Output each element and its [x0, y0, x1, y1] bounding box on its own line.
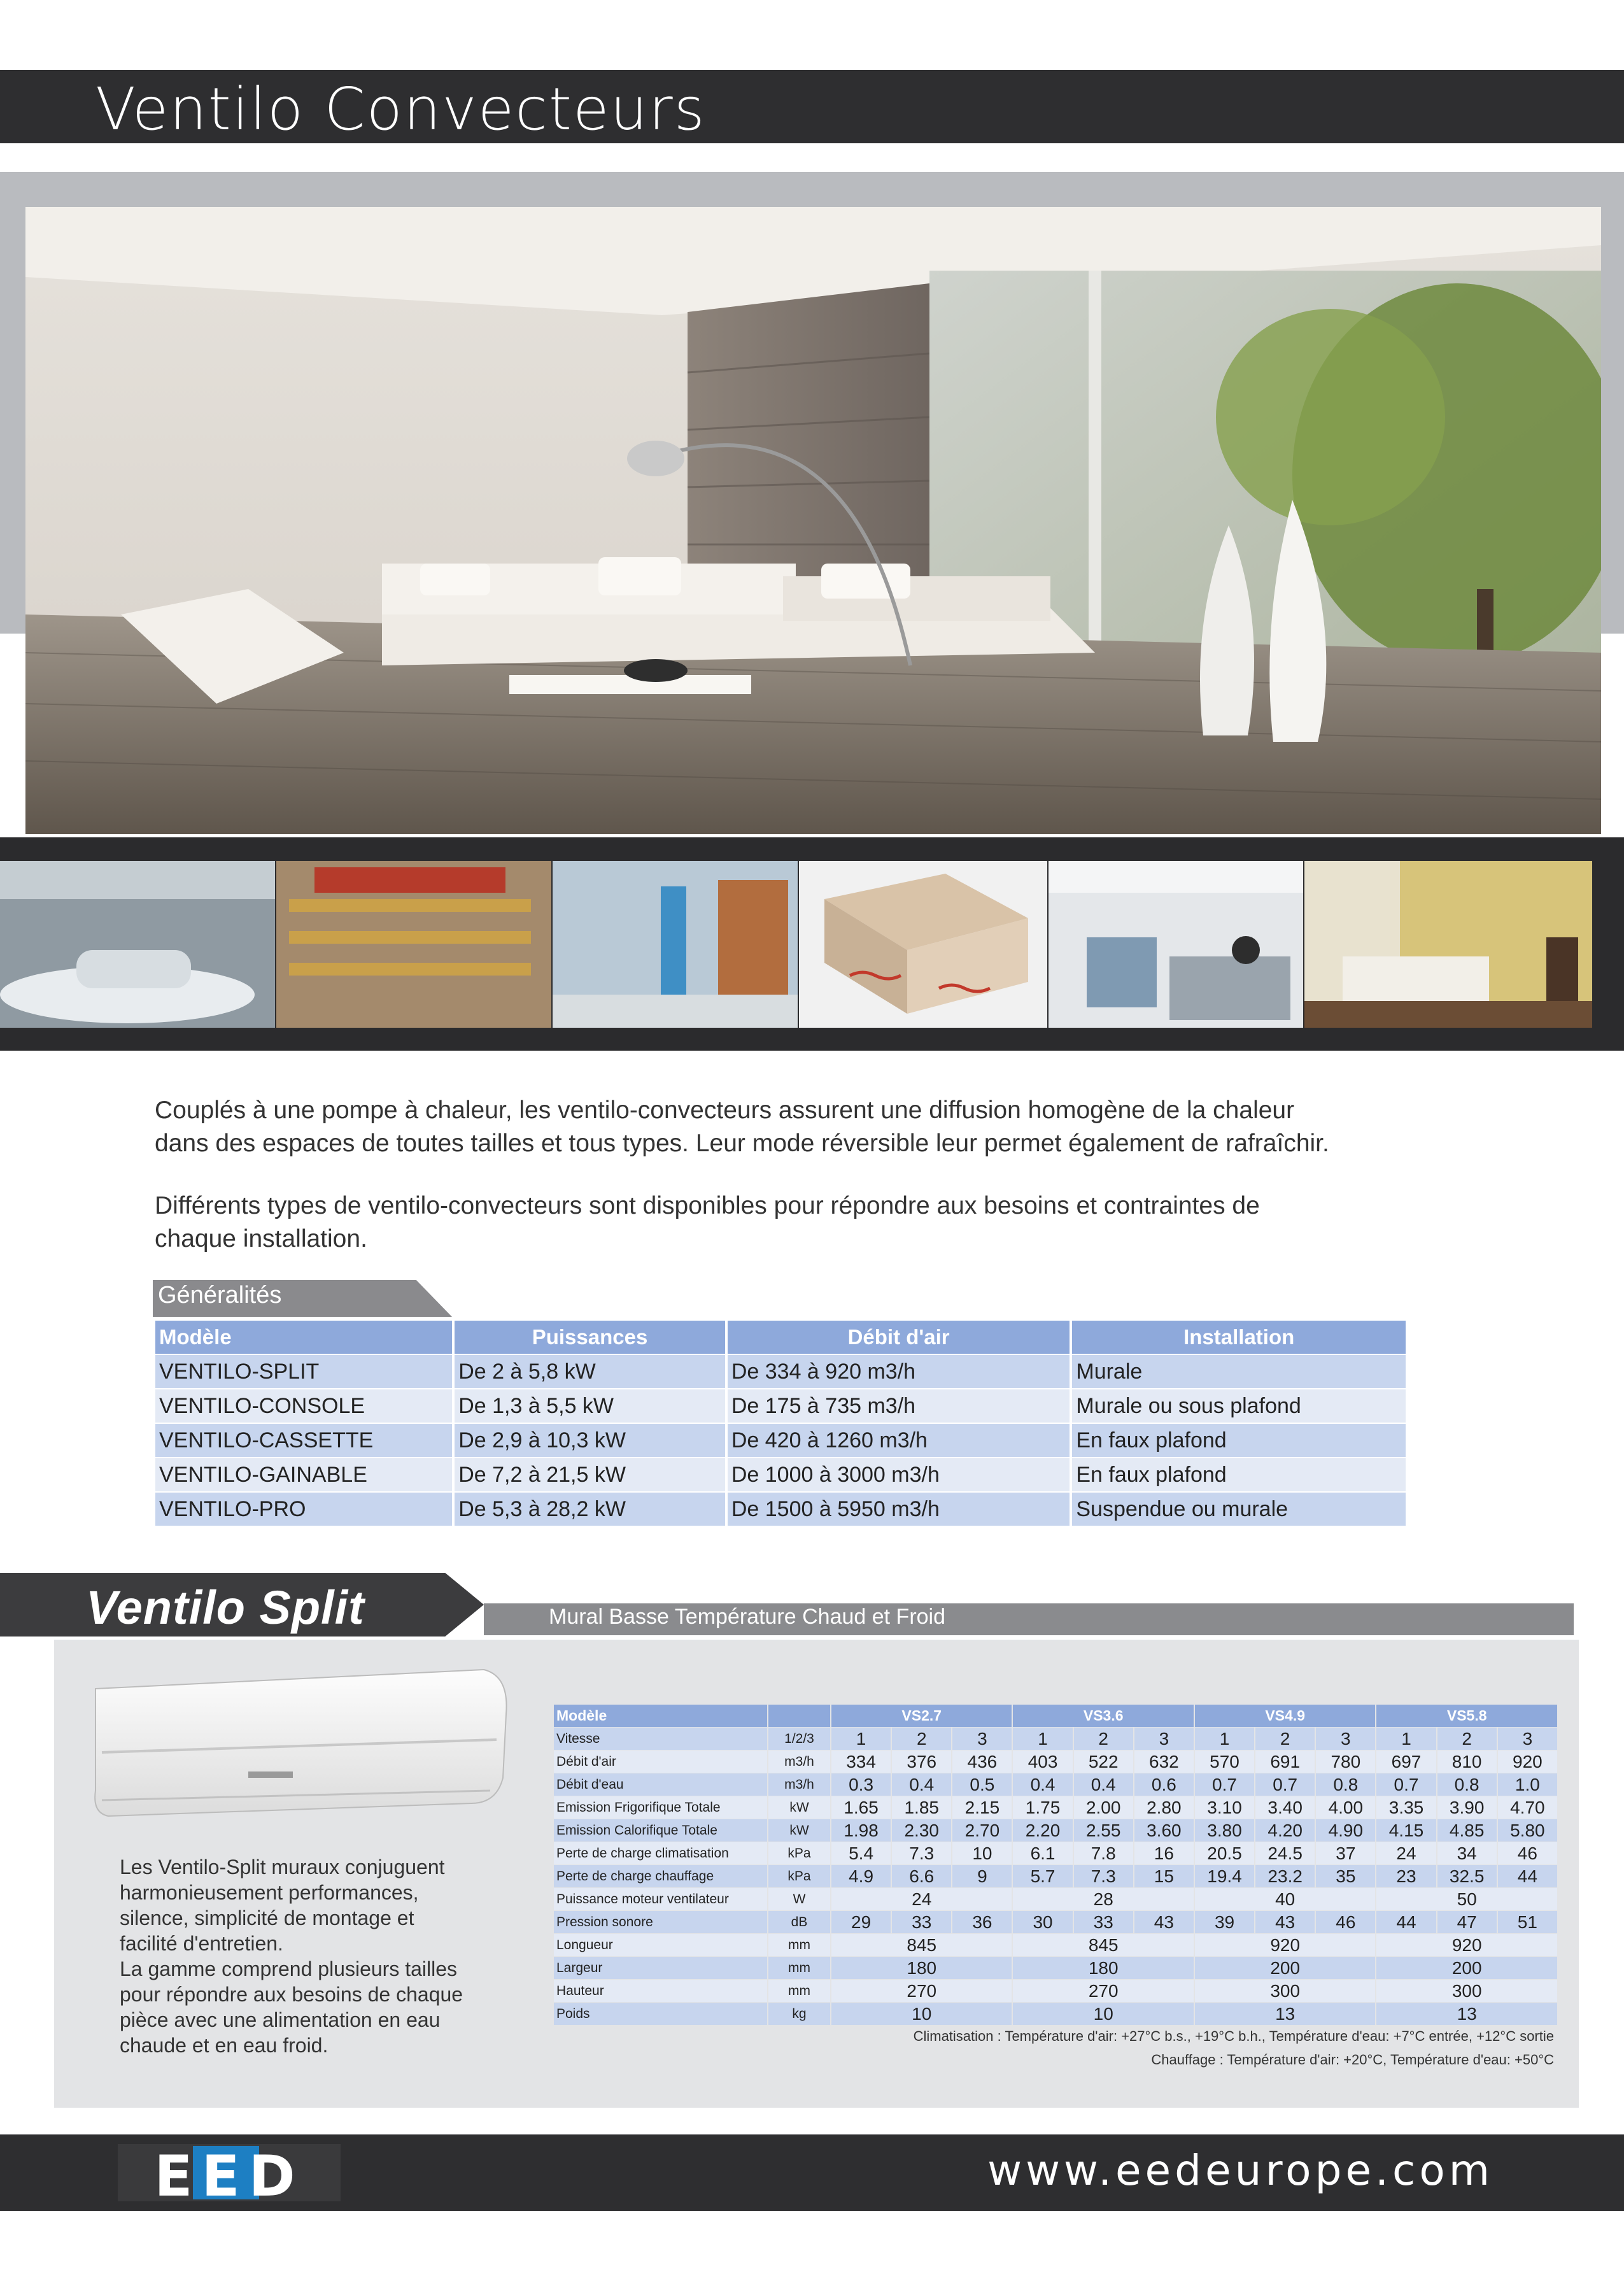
thumbnail-living-room-image: [1304, 861, 1592, 1028]
spec-row-unit: mm: [768, 1934, 830, 1956]
spec-value-cell: 5.7: [1013, 1865, 1072, 1887]
spec-row-unit: mm: [768, 1957, 830, 1979]
spec-value-cell: 4.20: [1255, 1819, 1315, 1842]
split-description-line: pièce avec une alimentation en eau: [120, 2008, 441, 2031]
spec-header-row: [554, 1705, 1557, 1727]
table-cell: Suspendue ou murale: [1072, 1493, 1406, 1526]
note-climatisation: Climatisation : Température d'air: +27°C b.s., +19°C b.h., Température d'eau: +7°C entrée, +12°C sortie: [913, 2028, 1554, 2044]
spec-value-cell: 3.40: [1255, 1796, 1315, 1819]
spec-value-cell: 6.6: [892, 1865, 951, 1887]
spec-value-cell: 3: [1134, 1728, 1194, 1750]
generalites-tab-label: Généralités: [158, 1282, 282, 1309]
spec-value-cell: 632: [1134, 1750, 1194, 1773]
split-spec-table: [553, 1704, 1558, 2026]
spec-value-cell: 376: [892, 1750, 951, 1773]
spec-value-cell: 920: [1195, 1934, 1375, 1956]
table-row: [554, 1819, 1557, 1842]
spec-value-cell: 1.65: [831, 1796, 891, 1819]
page-title: Ventilo Convecteurs: [95, 75, 706, 143]
spec-value-cell: 13: [1376, 2003, 1557, 2025]
table-cell: De 420 à 1260 m3/h: [728, 1424, 1070, 1457]
spec-table-body: [554, 1728, 1557, 2025]
spec-row-label: Perte de charge chauffage: [554, 1865, 767, 1887]
website-url: www.eedeurope.com: [987, 2146, 1493, 2195]
spec-value-cell: 3.10: [1195, 1796, 1254, 1819]
spec-row-unit: m3/h: [768, 1750, 830, 1773]
split-description-line: harmonieusement performances,: [120, 1881, 419, 1904]
table-cell: En faux plafond: [1072, 1458, 1406, 1491]
spec-value-cell: 691: [1255, 1750, 1315, 1773]
spec-row-label: Emission Frigorifique Totale: [554, 1796, 767, 1819]
spec-value-cell: 180: [831, 1957, 1012, 1979]
generalites-header-cell: Puissances: [455, 1321, 725, 1354]
spec-value-cell: 1: [831, 1728, 891, 1750]
split-description-line: silence, simplicité de montage et: [120, 1906, 414, 1929]
thumbnail-house-plan-image: [799, 861, 1047, 1028]
table-row: [554, 2003, 1557, 2025]
spec-value-cell: 47: [1437, 1911, 1497, 1933]
intro-paragraph-1: [155, 1094, 1492, 1160]
intro-paragraph-1-line-2: dans des espaces de toutes tailles et tous types. Leur mode réversible leur permet également de rafraîchir.: [155, 1130, 1329, 1157]
spec-value-cell: 0.7: [1255, 1773, 1315, 1796]
table-cell: Murale: [1072, 1355, 1406, 1388]
spec-value-cell: 845: [831, 1934, 1012, 1956]
spec-value-cell: 3: [1498, 1728, 1557, 1750]
spec-value-cell: 0.4: [1074, 1773, 1133, 1796]
spec-value-cell: 4.90: [1316, 1819, 1375, 1842]
spec-value-cell: 10: [952, 1842, 1012, 1864]
table-cell: VENTILO-SPLIT: [155, 1355, 452, 1388]
spec-value-cell: 44: [1498, 1865, 1557, 1887]
spec-value-cell: 2: [1437, 1728, 1497, 1750]
spec-value-cell: 29: [831, 1911, 891, 1933]
table-cell: VENTILO-GAINABLE: [155, 1458, 452, 1491]
table-row: [554, 1750, 1557, 1773]
table-row: [554, 1957, 1557, 1979]
spec-value-cell: 24: [1376, 1842, 1436, 1864]
spec-header-unit: [768, 1705, 830, 1727]
spec-value-cell: 19.4: [1195, 1865, 1254, 1887]
thumbnail-lobby-image: [553, 861, 798, 1028]
spec-value-cell: 4.9: [831, 1865, 891, 1887]
spec-value-cell: 23.2: [1255, 1865, 1315, 1887]
intro-paragraph-2-line-2: chaque installation.: [155, 1225, 367, 1253]
spec-value-cell: 3.80: [1195, 1819, 1254, 1842]
spec-value-cell: 522: [1074, 1750, 1133, 1773]
table-cell: De 2 à 5,8 kW: [455, 1355, 725, 1388]
spec-header-model: VS3.6: [1013, 1705, 1193, 1727]
spec-value-cell: 1.75: [1013, 1796, 1072, 1819]
spec-row-unit: dB: [768, 1911, 830, 1933]
table-cell: De 1000 à 3000 m3/h: [728, 1458, 1070, 1491]
table-row: [554, 1888, 1557, 1910]
spec-value-cell: 270: [1013, 1980, 1193, 2002]
thumbnail-office-image: [1049, 861, 1303, 1028]
spec-value-cell: 30: [1013, 1911, 1072, 1933]
spec-value-cell: 200: [1376, 1957, 1557, 1979]
spec-row-unit: mm: [768, 1980, 830, 2002]
spec-value-cell: 2.70: [952, 1819, 1012, 1842]
spec-row-unit: kPa: [768, 1842, 830, 1864]
split-description-line: chaude et en eau froid.: [120, 2034, 328, 2057]
spec-value-cell: 24: [831, 1888, 1012, 1910]
spec-row-unit: 1/2/3: [768, 1728, 830, 1750]
spec-value-cell: 2.30: [892, 1819, 951, 1842]
spec-row-label: Pression sonore: [554, 1911, 767, 1933]
table-row: [155, 1458, 1406, 1491]
split-description-line: La gamme comprend plusieurs tailles: [120, 1957, 458, 1980]
table-cell: De 1,3 à 5,5 kW: [455, 1389, 725, 1423]
spec-value-cell: 2.20: [1013, 1819, 1072, 1842]
hero-living-room-image: [25, 207, 1601, 834]
spec-value-cell: 0.4: [1013, 1773, 1072, 1796]
spec-row-label: Vitesse: [554, 1728, 767, 1750]
table-row: [554, 1911, 1557, 1933]
spec-header-model: VS4.9: [1195, 1705, 1375, 1727]
spec-row-unit: W: [768, 1888, 830, 1910]
spec-value-cell: 334: [831, 1750, 891, 1773]
spec-row-label: Largeur: [554, 1957, 767, 1979]
spec-value-cell: 4.15: [1376, 1819, 1436, 1842]
spec-value-cell: 15: [1134, 1865, 1194, 1887]
spec-value-cell: 2: [892, 1728, 951, 1750]
spec-value-cell: 28: [1013, 1888, 1193, 1910]
table-row: [155, 1424, 1406, 1457]
spec-value-cell: 0.7: [1195, 1773, 1254, 1796]
spec-value-cell: 35: [1316, 1865, 1375, 1887]
table-row: [554, 1842, 1557, 1864]
spec-value-cell: 570: [1195, 1750, 1254, 1773]
spec-value-cell: 46: [1316, 1911, 1375, 1933]
spec-value-cell: 50: [1376, 1888, 1557, 1910]
generalites-header-cell: Débit d'air: [728, 1321, 1070, 1354]
note-chauffage: Chauffage : Température d'air: +20°C, Température d'eau: +50°C: [1151, 2052, 1554, 2068]
spec-value-cell: 7.3: [892, 1842, 951, 1864]
spec-value-cell: 10: [1013, 2003, 1193, 2025]
split-subtitle: Mural Basse Température Chaud et Froid: [549, 1605, 946, 1629]
spec-value-cell: 3: [952, 1728, 1012, 1750]
spec-row-unit: kPa: [768, 1865, 830, 1887]
spec-value-cell: 43: [1134, 1911, 1194, 1933]
spec-value-cell: 3.60: [1134, 1819, 1194, 1842]
spec-value-cell: 1: [1013, 1728, 1072, 1750]
spec-value-cell: 5.4: [831, 1842, 891, 1864]
generalites-header-cell: Modèle: [155, 1321, 452, 1354]
spec-value-cell: 0.5: [952, 1773, 1012, 1796]
spec-row-unit: m3/h: [768, 1773, 830, 1796]
spec-value-cell: 3.90: [1437, 1796, 1497, 1819]
spec-value-cell: 46: [1498, 1842, 1557, 1864]
spec-value-cell: 920: [1498, 1750, 1557, 1773]
spec-value-cell: 920: [1376, 1934, 1557, 1956]
spec-value-cell: 4.70: [1498, 1796, 1557, 1819]
spec-value-cell: 1: [1376, 1728, 1436, 1750]
logo-text: EED: [154, 2143, 304, 2204]
spec-value-cell: 1.85: [892, 1796, 951, 1819]
spec-header-model: VS2.7: [831, 1705, 1012, 1727]
spec-value-cell: 16: [1134, 1842, 1194, 1864]
generalites-header-cell: Installation: [1072, 1321, 1406, 1354]
table-row: [554, 1773, 1557, 1796]
table-cell: VENTILO-PRO: [155, 1493, 452, 1526]
spec-value-cell: 4.00: [1316, 1796, 1375, 1819]
spec-value-cell: 403: [1013, 1750, 1072, 1773]
spec-value-cell: 1.0: [1498, 1773, 1557, 1796]
table-cell: De 5,3 à 28,2 kW: [455, 1493, 725, 1526]
spec-row-label: Puissance moteur ventilateur: [554, 1888, 767, 1910]
spec-value-cell: 2.15: [952, 1796, 1012, 1819]
spec-value-cell: 200: [1195, 1957, 1375, 1979]
spec-value-cell: 43: [1255, 1911, 1315, 1933]
spec-value-cell: 33: [1074, 1911, 1133, 1933]
spec-value-cell: 33: [892, 1911, 951, 1933]
spec-value-cell: 300: [1195, 1980, 1375, 2002]
table-cell: De 175 à 735 m3/h: [728, 1389, 1070, 1423]
spec-value-cell: 697: [1376, 1750, 1436, 1773]
table-row: [155, 1389, 1406, 1423]
table-cell: VENTILO-CASSETTE: [155, 1424, 452, 1457]
spec-value-cell: 24.5: [1255, 1842, 1315, 1864]
spec-value-cell: 1: [1195, 1728, 1254, 1750]
spec-value-cell: 34: [1437, 1842, 1497, 1864]
split-description: [120, 1854, 502, 2058]
spec-value-cell: 436: [952, 1750, 1012, 1773]
spec-value-cell: 300: [1376, 1980, 1557, 2002]
table-row: [554, 1934, 1557, 1956]
generalites-header-row: [155, 1321, 1406, 1354]
table-row: [554, 1865, 1557, 1887]
spec-value-cell: 5.80: [1498, 1819, 1557, 1842]
split-description-line: Les Ventilo-Split muraux conjuguent: [120, 1856, 445, 1878]
spec-header-model: VS5.8: [1376, 1705, 1557, 1727]
spec-value-cell: 32.5: [1437, 1865, 1497, 1887]
table-row: [554, 1980, 1557, 2002]
spec-value-cell: 180: [1013, 1957, 1193, 1979]
spec-value-cell: 2: [1255, 1728, 1315, 1750]
spec-value-cell: 1.98: [831, 1819, 891, 1842]
spec-value-cell: 23: [1376, 1865, 1436, 1887]
spec-value-cell: 51: [1498, 1911, 1557, 1933]
spec-value-cell: 39: [1195, 1911, 1254, 1933]
spec-value-cell: 0.3: [831, 1773, 891, 1796]
spec-value-cell: 0.8: [1316, 1773, 1375, 1796]
split-description-line: facilité d'entretien.: [120, 1932, 283, 1955]
spec-value-cell: 10: [831, 2003, 1012, 2025]
spec-row-unit: kW: [768, 1819, 830, 1842]
spec-value-cell: 810: [1437, 1750, 1497, 1773]
table-cell: En faux plafond: [1072, 1424, 1406, 1457]
spec-value-cell: 3.35: [1376, 1796, 1436, 1819]
spec-value-cell: 20.5: [1195, 1842, 1254, 1864]
intro-paragraph-2: [155, 1189, 1492, 1256]
spec-row-label: Poids: [554, 2003, 767, 2025]
table-row: [554, 1796, 1557, 1819]
spec-value-cell: 3: [1316, 1728, 1375, 1750]
spec-header-model-label: Modèle: [554, 1705, 767, 1727]
generalites-table: [153, 1319, 1408, 1527]
spec-value-cell: 845: [1013, 1934, 1193, 1956]
wall-split-unit-image: [89, 1663, 509, 1822]
table-cell: VENTILO-CONSOLE: [155, 1389, 452, 1423]
spec-row-unit: kW: [768, 1796, 830, 1819]
spec-value-cell: 270: [831, 1980, 1012, 2002]
table-cell: De 334 à 920 m3/h: [728, 1355, 1070, 1388]
spec-value-cell: 9: [952, 1865, 1012, 1887]
split-description-line: pour répondre aux besoins de chaque: [120, 1983, 463, 2006]
spec-value-cell: 2.55: [1074, 1819, 1133, 1842]
intro-paragraph-2-line-1: Différents types de ventilo-convecteurs sont disponibles pour répondre aux besoins et contraintes de: [155, 1192, 1260, 1219]
spec-value-cell: 2: [1074, 1728, 1133, 1750]
spec-value-cell: 0.4: [892, 1773, 951, 1796]
intro-paragraph-1-line-1: Couplés à une pompe à chaleur, les ventilo-convecteurs assurent une diffusion homogène de la chaleur: [155, 1097, 1295, 1124]
table-row: [155, 1493, 1406, 1526]
spec-row-label: Hauteur: [554, 1980, 767, 2002]
spec-value-cell: 2.80: [1134, 1796, 1194, 1819]
spec-value-cell: 7.3: [1074, 1865, 1133, 1887]
spec-value-cell: 36: [952, 1911, 1012, 1933]
spec-value-cell: 40: [1195, 1888, 1375, 1910]
table-cell: De 2,9 à 10,3 kW: [455, 1424, 725, 1457]
spec-row-label: Débit d'eau: [554, 1773, 767, 1796]
spec-value-cell: 0.7: [1376, 1773, 1436, 1796]
table-cell: Murale ou sous plafond: [1072, 1389, 1406, 1423]
table-row: [155, 1355, 1406, 1388]
spec-row-unit: kg: [768, 2003, 830, 2025]
spec-value-cell: 7.8: [1074, 1842, 1133, 1864]
table-cell: De 7,2 à 21,5 kW: [455, 1458, 725, 1491]
spec-value-cell: 0.6: [1134, 1773, 1194, 1796]
thumbnail-garage-car-image: [0, 861, 275, 1028]
spec-row-label: Longueur: [554, 1934, 767, 1956]
thumbnail-supermarket-image: [276, 861, 551, 1028]
spec-value-cell: 13: [1195, 2003, 1375, 2025]
spec-row-label: Emission Calorifique Totale: [554, 1819, 767, 1842]
spec-row-label: Débit d'air: [554, 1750, 767, 1773]
table-row: [554, 1728, 1557, 1750]
spec-value-cell: 4.85: [1437, 1819, 1497, 1842]
table-cell: De 1500 à 5950 m3/h: [728, 1493, 1070, 1526]
spec-value-cell: 2.00: [1074, 1796, 1133, 1819]
spec-value-cell: 0.8: [1437, 1773, 1497, 1796]
spec-value-cell: 44: [1376, 1911, 1436, 1933]
spec-value-cell: 37: [1316, 1842, 1375, 1864]
spec-value-cell: 780: [1316, 1750, 1375, 1773]
eed-logo: [118, 2141, 341, 2204]
split-title: Ventilo Split: [86, 1581, 365, 1634]
spec-row-label: Perte de charge climatisation: [554, 1842, 767, 1864]
spec-value-cell: 6.1: [1013, 1842, 1072, 1864]
